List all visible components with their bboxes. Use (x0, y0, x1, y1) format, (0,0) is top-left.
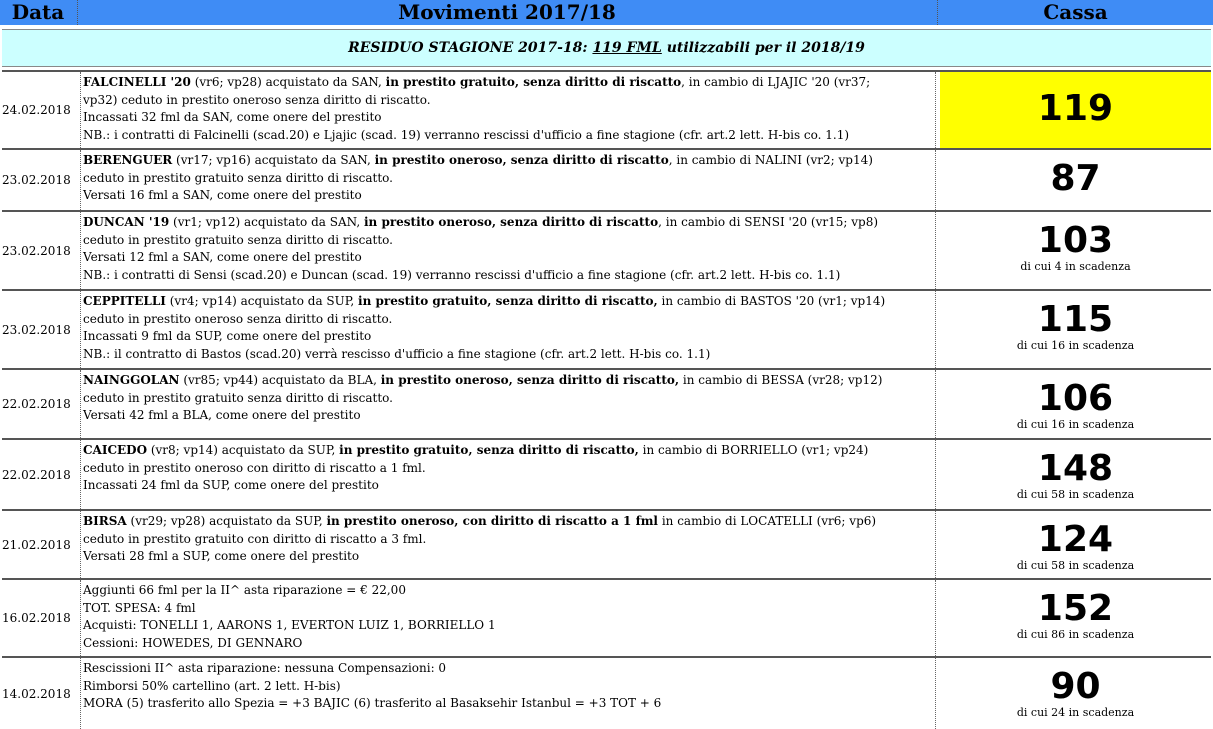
description-line (83, 548, 935, 566)
cassa-value: 106 (1037, 378, 1114, 419)
description-line (83, 635, 935, 653)
text: Incassati 24 fml da SUP, come onere del prestito (83, 478, 379, 492)
table-header (0, 0, 1213, 25)
text: NB.: il contratto di Bastos (scad.20) verrà rescisso d'ufficio a fine stagione (cfr. art.2 lett. H-bis co. 1.1) (83, 346, 711, 361)
description-line (83, 267, 935, 285)
description-line (83, 249, 935, 267)
bold-text: in prestito gratuito, senza diritto di riscatto, (339, 443, 639, 457)
description-line (83, 695, 935, 713)
description-line (83, 293, 935, 311)
row-description (80, 440, 936, 509)
season-residue-banner (2, 29, 1211, 67)
row-date: 22.02.2018 (2, 467, 71, 482)
row-description (80, 150, 936, 210)
cassa-expiring-note: di cui 86 in scadenza (1016, 628, 1135, 641)
text: Versati 42 fml a BLA, come onere del prestito (83, 408, 361, 422)
bold-text: DUNCAN '19 (83, 215, 170, 229)
row-cassa (940, 291, 1211, 368)
table-row (2, 438, 1211, 509)
header-cassa: Cassa (1043, 0, 1108, 24)
row-description (80, 658, 936, 729)
header-date: Data (11, 0, 65, 24)
description-line (83, 346, 935, 364)
description-line (83, 617, 935, 635)
bold-text: in prestito gratuito, senza diritto di riscatto, (358, 294, 658, 308)
cassa-value: 148 (1037, 448, 1114, 489)
cassa-expiring-note: di cui 58 in scadenza (1016, 559, 1135, 572)
table-row (2, 509, 1211, 578)
text: Versati 16 fml a SAN, come onere del prestito (83, 188, 362, 202)
table-row (2, 289, 1211, 368)
text: ceduto in prestito oneroso senza diritto di riscatto. (83, 311, 393, 326)
row-date: 14.02.2018 (2, 686, 71, 701)
description-line (83, 531, 935, 549)
text: , in cambio di LJAJIC '20 (vr37; (681, 75, 871, 89)
text: in cambio di LOCATELLI (vr6; vp6) (658, 514, 877, 528)
text: in cambio di BASTOS '20 (vr1; vp14) (657, 294, 886, 308)
banner-prefix: RESIDUO STAGIONE 2017-18: (348, 40, 593, 56)
description-line (83, 600, 935, 618)
bold-text: FALCINELLI '20 (83, 75, 191, 89)
table-row (2, 656, 1211, 729)
row-date: 23.02.2018 (2, 173, 71, 187)
description-line (83, 109, 935, 127)
table-row (2, 148, 1211, 210)
row-cassa (940, 440, 1211, 509)
text: Versati 28 fml a SUP, come onere del prestito (83, 549, 360, 563)
text: (vr8; vp14) acquistato da SUP, (147, 443, 340, 457)
cassa-value: 90 (1050, 666, 1101, 707)
row-cassa (940, 370, 1211, 438)
cassa-value: 152 (1037, 588, 1114, 629)
description-line (83, 187, 935, 205)
text: in cambio di BESSA (vr28; vp12) (679, 373, 883, 387)
table-row (2, 368, 1211, 438)
text: MORA (5) trasferito allo Spezia = +3 BAJIC (6) trasferito al Basaksehir Istanbul = +3 TOT + 6 (83, 696, 662, 710)
banner-amount: 119 FML (592, 40, 662, 56)
text: NB.: i contratti di Sensi (scad.20) e Duncan (scad. 19) verranno rescissi d'ufficio a fine stagione (cfr. art.2 lett. H-bis co. 1.1) (83, 267, 841, 282)
bold-text: CEPPITELLI (83, 294, 166, 308)
description-line (83, 678, 935, 696)
text: , in cambio di NALINI (vr2; vp14) (668, 153, 873, 167)
text: Incassati 32 fml da SAN, come onere del prestito (83, 110, 382, 124)
description-line (83, 407, 935, 425)
description-line (83, 513, 935, 531)
text: ceduto in prestito gratuito senza diritto di riscatto. (83, 390, 393, 405)
row-date: 21.02.2018 (2, 537, 71, 552)
bold-text: in prestito gratuito, senza diritto di riscatto (385, 75, 682, 89)
row-date: 23.02.2018 (2, 243, 71, 258)
description-line (83, 170, 935, 188)
cassa-value: 124 (1037, 519, 1114, 560)
text: (vr6; vp28) acquistato da SAN, (190, 75, 386, 89)
row-description (80, 370, 936, 438)
text: (vr4; vp14) acquistato da SUP, (165, 294, 359, 308)
row-description (80, 212, 936, 289)
bold-text: in prestito oneroso, con diritto di riscatto a 1 fml (326, 514, 658, 528)
row-date: 23.02.2018 (2, 322, 71, 337)
description-line (83, 328, 935, 346)
row-description (80, 580, 936, 656)
bold-text: CAICEDO (83, 443, 148, 457)
bold-text: in prestito oneroso, senza diritto di riscatto, (380, 373, 680, 387)
text: Cessioni: HOWEDES, DI GENNARO (83, 635, 303, 650)
text: Versati 12 fml a SAN, come onere del prestito (83, 250, 362, 264)
description-line (83, 582, 935, 600)
text: Aggiunti 66 fml per la II^ asta riparazione = € 22,00 (83, 583, 406, 597)
text: ceduto in prestito gratuito con diritto di riscatto a 3 fml. (83, 531, 427, 546)
text: Incassati 9 fml da SUP, come onere del prestito (83, 329, 372, 343)
row-cassa (940, 511, 1211, 578)
header-movements: Movimenti 2017/18 (398, 0, 616, 24)
row-cassa (940, 72, 1211, 148)
description-line (83, 214, 935, 232)
row-cassa (940, 658, 1211, 729)
bold-text: in prestito oneroso, senza diritto di riscatto (374, 153, 669, 167)
table-row (2, 578, 1211, 656)
description-line (83, 311, 935, 329)
text: (vr17; vp16) acquistato da SAN, (172, 153, 375, 167)
text: Rescissioni II^ asta riparazione: nessuna Compensazioni: 0 (83, 661, 447, 675)
text: , in cambio di SENSI '20 (vr15; vp8) (658, 215, 879, 229)
description-line (83, 152, 935, 170)
cassa-value: 119 (1037, 88, 1114, 129)
row-description (80, 511, 936, 578)
text: ceduto in prestito gratuito senza diritto di riscatto. (83, 170, 393, 185)
text: ceduto in prestito oneroso con diritto di riscatto a 1 fml. (83, 460, 426, 475)
row-date: 22.02.2018 (2, 397, 71, 411)
text: in cambio di BORRIELLO (vr1; vp24) (638, 443, 869, 457)
text: Acquisti: TONELLI 1, AARONS 1, EVERTON LUIZ 1, BORRIELLO 1 (83, 618, 496, 632)
row-date: 24.02.2018 (2, 103, 71, 117)
row-cassa (940, 212, 1211, 289)
text: Rimborsi 50% cartellino (art. 2 lett. H-bis) (83, 678, 341, 693)
cassa-expiring-note: di cui 4 in scadenza (1020, 260, 1131, 273)
row-date: 16.02.2018 (2, 611, 71, 625)
cassa-expiring-note: di cui 58 in scadenza (1016, 488, 1135, 501)
bold-text: BIRSA (83, 514, 127, 528)
description-line (83, 127, 935, 145)
description-line (83, 460, 935, 478)
description-line (83, 74, 935, 92)
text: ceduto in prestito gratuito senza diritto di riscatto. (83, 232, 393, 247)
row-cassa (940, 150, 1211, 210)
text: TOT. SPESA: 4 fml (83, 600, 196, 615)
table-row (2, 70, 1211, 148)
description-line (83, 232, 935, 250)
description-line (83, 442, 935, 460)
description-line (83, 372, 935, 390)
description-line (83, 477, 935, 495)
cassa-expiring-note: di cui 16 in scadenza (1016, 418, 1135, 431)
row-description (80, 291, 936, 368)
bold-text: BERENGUER (83, 153, 173, 167)
bold-text: in prestito oneroso, senza diritto di riscatto (363, 215, 659, 229)
text: vp32) ceduto in prestito oneroso senza diritto di riscatto. (83, 92, 431, 107)
text: (vr1; vp12) acquistato da SAN, (169, 215, 364, 229)
cassa-expiring-note: di cui 16 in scadenza (1016, 339, 1135, 352)
text: (vr29; vp28) acquistato da SUP, (126, 514, 327, 528)
cassa-value: 115 (1037, 299, 1114, 340)
text: NB.: i contratti di Falcinelli (scad.20) e Ljajic (scad. 19) verranno rescissi d'ufficio a fine stagione (cfr. art.2 lett. H-bis co. 1.1) (83, 127, 850, 142)
bold-text: NAINGGOLAN (83, 373, 180, 387)
description-line (83, 92, 935, 110)
banner-suffix: utilizzabili per il 2018/19 (661, 40, 865, 56)
description-line (83, 390, 935, 408)
row-description (80, 72, 936, 148)
description-line (83, 660, 935, 678)
cassa-value: 103 (1037, 220, 1114, 261)
text: (vr85; vp44) acquistato da BLA, (179, 373, 381, 387)
table-row (2, 210, 1211, 289)
row-cassa (940, 580, 1211, 656)
cassa-expiring-note: di cui 24 in scadenza (1016, 706, 1135, 719)
cassa-value: 87 (1050, 158, 1101, 199)
